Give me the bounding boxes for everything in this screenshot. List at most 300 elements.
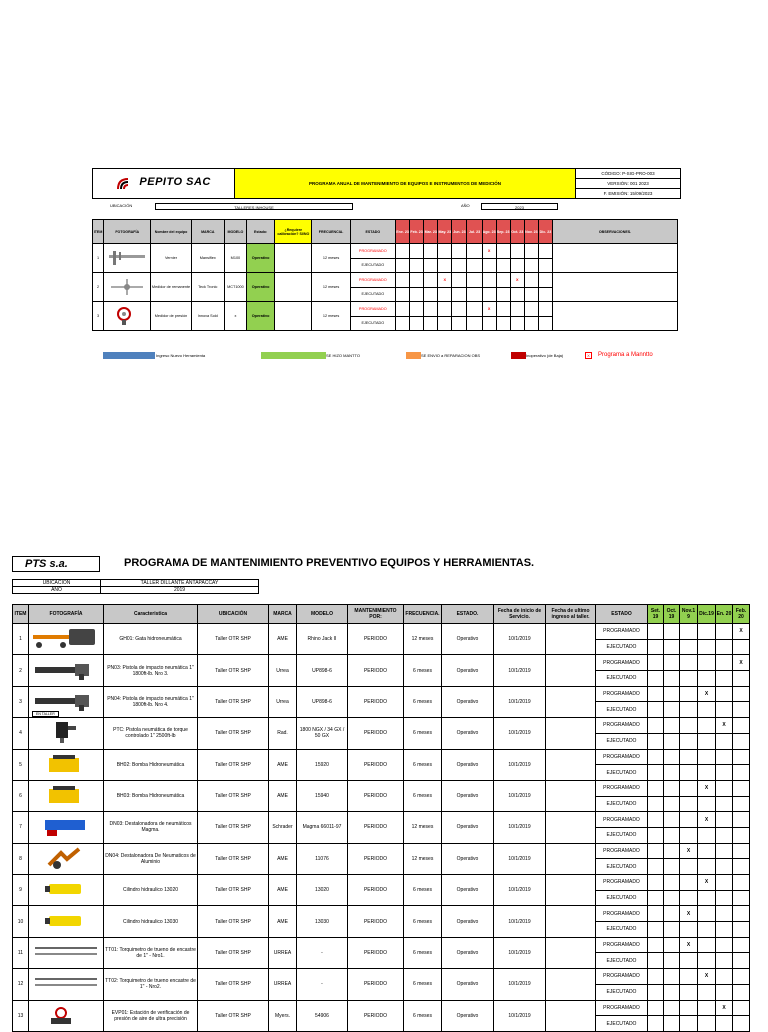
doc1-col-item: ITEM [93, 220, 104, 244]
doc2-month-mark [664, 702, 680, 718]
doc1-col-month: Ene. 23 [395, 220, 409, 244]
doc2-photo [29, 624, 104, 655]
doc2-table-row [13, 969, 750, 985]
doc2-modelo: 15920 [297, 749, 348, 780]
doc2-fecha-ultimo [546, 906, 596, 937]
doc2-modelo: 15940 [297, 780, 348, 811]
doc1-estado: Operativo [247, 273, 275, 302]
doc2-photo [29, 749, 104, 780]
doc2-estado: Operativo [442, 906, 494, 937]
doc2-fecha-inicio: 10/1/2019 [494, 749, 546, 780]
doc2-month-mark [680, 655, 698, 671]
doc1-month-mark [438, 244, 452, 259]
doc2-estado: Operativo [442, 812, 494, 843]
doc2-frecuencia: 6 meses [404, 937, 442, 968]
doc2-estado: Operativo [442, 749, 494, 780]
doc2-mant-por: PERIODO [348, 1000, 404, 1031]
doc1-month-mark [524, 244, 538, 259]
legend-mark: X [585, 352, 592, 359]
doc2-month-mark [648, 922, 664, 938]
doc1-month-mark [482, 258, 496, 273]
doc2-ejecutado: EJECUTADO [596, 671, 648, 687]
doc2-photo [29, 906, 104, 937]
doc1-modelo: x [224, 302, 246, 331]
doc2-month-mark [648, 1000, 664, 1016]
doc2-programado: PROGRAMADO [596, 749, 648, 765]
doc2-month-mark [733, 1000, 750, 1016]
doc2-ubicacion: Taller OTR SHP [198, 843, 269, 874]
legend-label: Programa a Manntto [598, 352, 653, 358]
doc1-month-mark [496, 273, 510, 288]
legend-swatch-orange [406, 352, 421, 359]
doc2-month-mark [716, 796, 733, 812]
doc1-month-mark: X [510, 273, 524, 288]
doc1-version: VERSIÓN: 001 2023 [576, 179, 681, 189]
doc2-ejecutado: EJECUTADO [596, 827, 648, 843]
doc2-month-mark: X [733, 624, 750, 640]
doc2-month-mark [648, 812, 664, 828]
tire-logo-icon [116, 177, 136, 191]
doc2-programado: PROGRAMADO [596, 655, 648, 671]
doc1-marca: Innova Sold [191, 302, 224, 331]
doc2-frecuencia: 12 meses [404, 843, 442, 874]
doc1-col-month: Nov. 23 [524, 220, 538, 244]
doc2-caracteristica: GH01: Gata hidroneumática [104, 624, 198, 655]
doc1-col-month: Dic. 23 [538, 220, 552, 244]
doc2-fecha-ultimo [546, 843, 596, 874]
doc1-month-mark [410, 302, 424, 317]
doc1-month-mark [524, 287, 538, 302]
doc2-fecha-ultimo [546, 875, 596, 906]
doc2-month-mark [733, 671, 750, 687]
doc2-fecha-ultimo [546, 686, 596, 717]
doc2-photo [29, 686, 104, 717]
doc1-month-mark [424, 273, 438, 288]
doc1-title: PROGRAMA ANUAL DE MANTENIMIENTO DE EQUIPOS E INSTRUMENTOS DE MEDICIÓN [235, 169, 576, 199]
doc2-month-mark [716, 780, 733, 796]
doc1-frecuencia: 12 meses [312, 273, 350, 302]
doc1-month-mark [410, 244, 424, 259]
doc2-month-mark: X [698, 686, 716, 702]
doc1-item: 1 [93, 244, 104, 273]
doc2-ubicacion: Taller OTR SHP [198, 906, 269, 937]
doc1-estado: Operativo [247, 244, 275, 273]
doc2-month-mark [698, 765, 716, 781]
doc2-fecha-inicio: 10/1/2019 [494, 969, 546, 1000]
doc2-month-mark [698, 937, 716, 953]
vernier-photo [107, 248, 147, 269]
doc2-month-mark [716, 843, 733, 859]
doc1-col-month: Sep. 23 [496, 220, 510, 244]
doc1-month-mark [496, 287, 510, 302]
doc1-month-mark [524, 258, 538, 273]
doc2-month-mark [733, 937, 750, 953]
doc2-item: 2 [13, 655, 29, 686]
hydraulic-pump-photo [31, 783, 101, 809]
doc2-month-mark [648, 859, 664, 875]
doc2-table-row [13, 686, 750, 702]
doc1-col-frecuencia: FRECUENCIA. [312, 220, 350, 244]
doc2-month-mark [648, 906, 664, 922]
doc2-ubicacion: Taller OTR SHP [198, 655, 269, 686]
doc2-ubicacion-table [12, 579, 259, 594]
doc2-col-month: Feb. 20 [733, 605, 750, 624]
doc1-month-mark [538, 302, 552, 317]
doc2-table-row [13, 780, 750, 796]
doc2-modelo: Magma 66011-97 [297, 812, 348, 843]
doc2-fecha-inicio: 10/1/2019 [494, 875, 546, 906]
doc2-item: 11 [13, 937, 29, 968]
doc2-month-mark [664, 733, 680, 749]
doc2-month-mark: X [716, 1000, 733, 1016]
doc2-month-mark [716, 906, 733, 922]
doc2-month-mark [664, 875, 680, 891]
doc2-month-mark [716, 859, 733, 875]
doc2-mant-por: PERIODO [348, 780, 404, 811]
impact-gun-photo [31, 660, 101, 682]
doc1-month-mark [452, 316, 467, 331]
doc2-ubicacion: Taller OTR SHP [198, 624, 269, 655]
doc1-month-mark [452, 302, 467, 317]
doc2-frecuencia: 6 meses [404, 969, 442, 1000]
doc2-month-mark [680, 875, 698, 891]
en-taller-tag: EN TALLER [32, 711, 59, 717]
doc1-logo-cell [93, 169, 235, 199]
doc2-ubicacion: Taller OTR SHP [198, 780, 269, 811]
doc1-code: CÓDIGO: P-SIG-PRO-003 [576, 169, 681, 179]
doc2-caracteristica: TT01: Torquimetro de trueno de encastre de 1" - Nro1. [104, 937, 198, 968]
doc2-caracteristica: BH03: Bomba Hidroneumática [104, 780, 198, 811]
doc1-anio-label: AÑO [461, 203, 470, 208]
doc2-month-mark [733, 922, 750, 938]
doc2-month-mark: X [698, 875, 716, 891]
doc2-ejecutado: EJECUTADO [596, 733, 648, 749]
doc2-month-mark [716, 749, 733, 765]
doc2-col-month: En. 20 [716, 605, 733, 624]
doc2-item: 1 [13, 624, 29, 655]
doc2-month-mark [664, 655, 680, 671]
doc2-month-mark: X [680, 937, 698, 953]
doc2-fecha-inicio: 10/1/2019 [494, 906, 546, 937]
doc2-modelo: 54906 [297, 1000, 348, 1031]
doc2-logo-text: PTS s.a. [25, 558, 68, 570]
doc2-fecha-ultimo [546, 937, 596, 968]
doc2-photo [29, 812, 104, 843]
doc2-item: 4 [13, 718, 29, 749]
doc1-table-row [93, 302, 678, 317]
doc2-fecha-ultimo [546, 969, 596, 1000]
doc2-fecha-ultimo [546, 655, 596, 686]
doc1-table-body [93, 244, 678, 331]
doc2-month-mark [648, 827, 664, 843]
doc1-observaciones [553, 302, 678, 331]
doc2-month-mark [648, 875, 664, 891]
doc2-photo [29, 780, 104, 811]
doc2-title: PROGRAMA DE MANTENIMIENTO PREVENTIVO EQUIPOS Y HERRAMIENTAS. [124, 557, 535, 569]
doc2-item: 5 [13, 749, 29, 780]
doc2-col-caracteristica: Caracteristica [104, 605, 198, 624]
doc1-col-modelo: MODELO [224, 220, 246, 244]
doc1-col-month: Mar. 23 [424, 220, 438, 244]
doc2-col-fecha-inicio: Fecha de inicio de Servicio. [494, 605, 546, 624]
doc1-month-mark [395, 302, 409, 317]
doc2-mant-por: PERIODO [348, 969, 404, 1000]
doc2-ejecutado: EJECUTADO [596, 984, 648, 1000]
doc2-frecuencia: 6 meses [404, 749, 442, 780]
doc1-month-mark [452, 258, 467, 273]
doc2-month-mark [716, 702, 733, 718]
doc2-month-mark [664, 639, 680, 655]
doc2-month-mark [716, 655, 733, 671]
doc2-item: 7 [13, 812, 29, 843]
doc1-ejecutado: EJECUTADO [350, 287, 395, 302]
doc2-header-row [13, 605, 750, 624]
doc2-month-mark [680, 718, 698, 734]
doc2-month-mark [733, 718, 750, 734]
doc2-month-mark [716, 937, 733, 953]
doc2-programado: PROGRAMADO [596, 1000, 648, 1016]
doc1-month-mark [467, 302, 482, 317]
doc2-fecha-inicio: 10/1/2019 [494, 812, 546, 843]
doc1-month-mark [524, 273, 538, 288]
doc2-photo [29, 937, 104, 968]
hydraulic-cylinder-photo [31, 911, 101, 933]
doc2-fecha-ultimo [546, 1000, 596, 1031]
doc2-caracteristica: DN04: Destalonadora De Neumaticos de Aluminio [104, 843, 198, 874]
doc1-estado: Operativo [247, 302, 275, 331]
doc2-month-mark [664, 749, 680, 765]
doc2-caracteristica: PN04: Pistola de impacto neumática 1" 1800ft-lb. Nro 4. [104, 686, 198, 717]
doc1-month-mark [538, 273, 552, 288]
doc2-table-row [13, 875, 750, 891]
doc2-month-mark [733, 984, 750, 1000]
doc2-mant-por: PERIODO [348, 655, 404, 686]
doc2-item: 13 [13, 1000, 29, 1031]
doc2-month-mark [664, 827, 680, 843]
doc1-month-mark [395, 316, 409, 331]
doc1-frecuencia: 12 meses [312, 302, 350, 331]
doc1-month-mark: X [438, 273, 452, 288]
doc1-month-mark [424, 258, 438, 273]
doc1-month-mark [424, 244, 438, 259]
doc2-programado: PROGRAMADO [596, 906, 648, 922]
doc2-item: 9 [13, 875, 29, 906]
pressure-station-photo [31, 1005, 101, 1027]
doc2-marca: Schrader [269, 812, 297, 843]
doc2-month-mark [733, 906, 750, 922]
doc2-ubicacion: Taller OTR SHP [198, 749, 269, 780]
doc2-frecuencia: 6 meses [404, 1000, 442, 1031]
doc2-month-mark [664, 780, 680, 796]
doc1-nombre: Medidor de remanente [151, 273, 191, 302]
doc2-caracteristica: PTC: Pistola neumática de torque controlado 1" 2500ft-lb [104, 718, 198, 749]
doc2-month-mark [680, 780, 698, 796]
doc2-month-mark [698, 953, 716, 969]
doc2-photo [29, 655, 104, 686]
doc2-estado: Operativo [442, 843, 494, 874]
doc2-table-row [13, 655, 750, 671]
bead-breaker-photo [31, 845, 101, 873]
doc2-month-mark [680, 953, 698, 969]
doc1-month-mark [410, 287, 424, 302]
doc2-month-mark [733, 843, 750, 859]
doc2-frecuencia: 6 meses [404, 655, 442, 686]
doc1-ubicacion-value: TALLERES INHOUSE [155, 203, 353, 210]
doc2-month-mark [716, 875, 733, 891]
doc2-estado: Operativo [442, 780, 494, 811]
doc2-month-mark [648, 733, 664, 749]
doc1-requiere [275, 302, 312, 331]
doc2-marca: AME [269, 749, 297, 780]
doc1-month-mark [482, 273, 496, 288]
hydraulic-pump-photo [31, 752, 101, 778]
legend-swatch-blue [103, 352, 155, 359]
doc2-month-mark [698, 733, 716, 749]
doc1-month-mark [452, 287, 467, 302]
doc2-col-month: Set. 19 [648, 605, 664, 624]
doc2-month-mark [733, 812, 750, 828]
doc1-nombre: Vernier [151, 244, 191, 273]
doc2-photo [29, 875, 104, 906]
doc1-month-mark [467, 244, 482, 259]
doc2-month-mark [733, 796, 750, 812]
doc2-month-mark [698, 984, 716, 1000]
doc2-modelo: 13020 [297, 875, 348, 906]
doc2-estado: Operativo [442, 718, 494, 749]
doc2-marca: AME [269, 843, 297, 874]
doc1-logo-text: PEPITO SAC [139, 176, 211, 189]
doc1-month-mark [410, 273, 424, 288]
doc2-marca: Urrea [269, 655, 297, 686]
doc2-programado: PROGRAMADO [596, 624, 648, 640]
doc1-month-mark [510, 302, 524, 317]
doc2-table-row [13, 812, 750, 828]
doc1-marca: Teck Tronic [191, 273, 224, 302]
torque-gun-photo [31, 720, 101, 746]
doc1-maintenance-table [92, 219, 678, 331]
doc2-fecha-inicio: 10/1/2019 [494, 780, 546, 811]
doc2-ejecutado: EJECUTADO [596, 922, 648, 938]
doc2-programado: PROGRAMADO [596, 937, 648, 953]
doc2-month-mark [680, 733, 698, 749]
doc2-estado: Operativo [442, 655, 494, 686]
doc1-month-mark [467, 316, 482, 331]
doc1-col-nombre: Nombre del equipo [151, 220, 191, 244]
doc1-month-mark [395, 258, 409, 273]
doc2-month-mark [733, 859, 750, 875]
doc2-ejecutado: EJECUTADO [596, 890, 648, 906]
doc1-month-mark: X [482, 244, 496, 259]
doc1-month-mark [438, 316, 452, 331]
doc2-month-mark [733, 953, 750, 969]
doc2-mant-por: PERIODO [348, 937, 404, 968]
doc2-marca: Rad. [269, 718, 297, 749]
doc1-col-foto: FOTOGRAFÍA [104, 220, 151, 244]
doc2-fecha-inicio: 10/1/2019 [494, 655, 546, 686]
doc1-month-mark [467, 258, 482, 273]
doc2-estado: Operativo [442, 969, 494, 1000]
torque-wrench-photo [31, 942, 101, 964]
doc2-item: 10 [13, 906, 29, 937]
doc2-month-mark [716, 812, 733, 828]
doc2-month-mark [680, 686, 698, 702]
doc2-frecuencia: 6 meses [404, 875, 442, 906]
impact-gun-photo [31, 691, 101, 716]
doc2-month-mark [648, 969, 664, 985]
doc2-month-mark [664, 718, 680, 734]
doc1-table-row [93, 244, 678, 259]
doc2-month-mark [680, 1000, 698, 1016]
doc2-frecuencia: 6 meses [404, 686, 442, 717]
hydraulic-jack-photo [31, 625, 101, 653]
doc1-month-mark [410, 258, 424, 273]
doc1-programado: PROGRAMADO [350, 244, 395, 259]
doc2-modelo: Rhino Jack II [297, 624, 348, 655]
doc2-marca: AME [269, 624, 297, 655]
doc2-month-mark: X [716, 718, 733, 734]
doc2-ubicacion: Taller OTR SHP [198, 686, 269, 717]
doc2-mant-por: PERIODO [348, 624, 404, 655]
legend-swatch-red [511, 352, 526, 359]
doc2-photo [29, 843, 104, 874]
doc2-month-mark [680, 624, 698, 640]
doc2-frecuencia: 12 meses [404, 624, 442, 655]
doc2-month-mark [664, 922, 680, 938]
doc1-col-month: May. 23 [438, 220, 452, 244]
doc2-modelo: UP898-6 [297, 686, 348, 717]
doc2-programado: PROGRAMADO [596, 780, 648, 796]
doc2-month-mark [680, 749, 698, 765]
doc2-month-mark [698, 671, 716, 687]
doc2-mant-por: PERIODO [348, 843, 404, 874]
doc2-month-mark [716, 984, 733, 1000]
doc2-month-mark [698, 922, 716, 938]
doc1-month-mark [424, 287, 438, 302]
doc2-month-mark [664, 953, 680, 969]
depth-gauge-photo [107, 277, 147, 298]
doc1-emision: F. EMISIÓN: 15/09/2023 [576, 189, 681, 199]
doc2-item: 3 [13, 686, 29, 717]
doc1-month-mark [538, 244, 552, 259]
doc2-marca: Urrea [269, 686, 297, 717]
doc2-month-mark [680, 922, 698, 938]
doc1-marca: Mansiflex [191, 244, 224, 273]
doc2-fecha-ultimo [546, 624, 596, 655]
doc2-month-mark [648, 937, 664, 953]
doc1-col-marca: MARCA [191, 220, 224, 244]
doc2-programado: PROGRAMADO [596, 812, 648, 828]
doc2-month-mark [664, 906, 680, 922]
doc2-month-mark [648, 953, 664, 969]
doc2-modelo: UP898-6 [297, 655, 348, 686]
doc2-month-mark [716, 765, 733, 781]
doc2-month-mark [698, 1000, 716, 1016]
doc1-month-mark [438, 258, 452, 273]
doc2-ubicacion: Taller OTR SHP [198, 812, 269, 843]
doc2-month-mark [716, 890, 733, 906]
doc2-month-mark [733, 780, 750, 796]
legend-label: SE HIZO MANTTO [326, 353, 360, 358]
doc2-month-mark [716, 827, 733, 843]
pressure-gauge-photo [107, 305, 147, 328]
doc2-col-mant-por: MANTENIMIENTO POR: [348, 605, 404, 624]
doc1-month-mark [496, 244, 510, 259]
doc2-month-mark [664, 765, 680, 781]
doc2-ubicacion-value: TALLER DILLANTE ANTAPACCAY [101, 580, 259, 587]
doc2-month-mark [664, 1000, 680, 1016]
doc2-month-mark [648, 686, 664, 702]
doc2-table-row [13, 1000, 750, 1016]
